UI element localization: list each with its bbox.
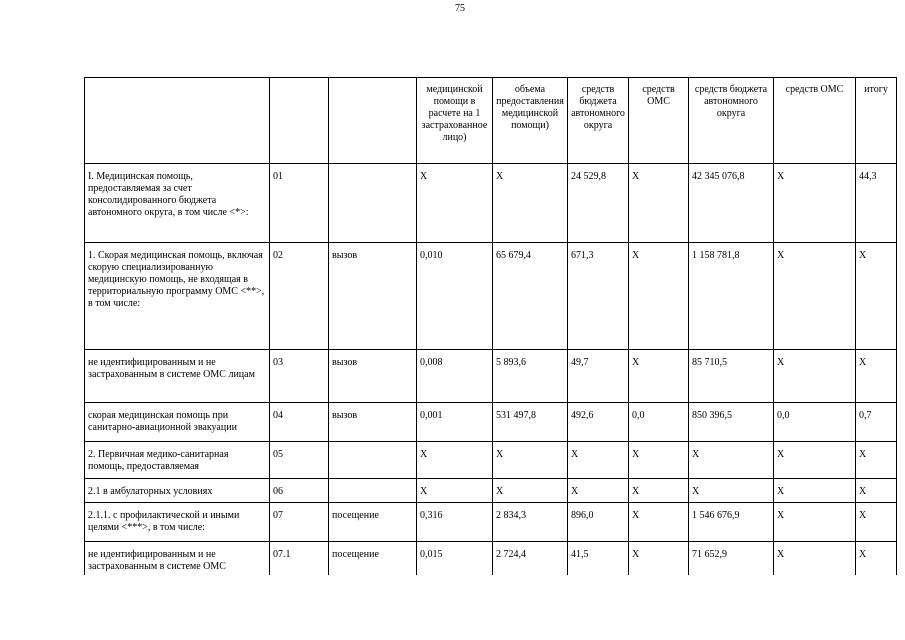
value-cell: 671,3 bbox=[568, 243, 629, 350]
row-number-cell: 06 bbox=[270, 479, 329, 503]
row-number-cell: 07 bbox=[270, 503, 329, 542]
value-cell: X bbox=[493, 479, 568, 503]
value-cell: X bbox=[417, 164, 493, 243]
row-label-cell: 2. Первичная медико-санитарная помощь, предоставляемая bbox=[85, 442, 270, 479]
table-header-row bbox=[85, 78, 897, 164]
unit-cell: вызов bbox=[329, 403, 417, 442]
value-cell: X bbox=[629, 164, 689, 243]
header-cell: средств бюджета автономного округа bbox=[689, 78, 774, 164]
value-cell: X bbox=[856, 542, 897, 576]
value-cell: 24 529,8 bbox=[568, 164, 629, 243]
row-number-cell: 02 bbox=[270, 243, 329, 350]
value-cell: X bbox=[568, 442, 629, 479]
value-cell: 85 710,5 bbox=[689, 350, 774, 403]
value-cell: 0,7 bbox=[856, 403, 897, 442]
value-cell: 65 679,4 bbox=[493, 243, 568, 350]
value-cell: 850 396,5 bbox=[689, 403, 774, 442]
value-cell: 0,001 bbox=[417, 403, 493, 442]
value-cell: 0,008 bbox=[417, 350, 493, 403]
header-cell: итогу bbox=[856, 78, 897, 164]
value-cell: 0,0 bbox=[629, 403, 689, 442]
header-cell: средств бюджета автономного округа bbox=[568, 78, 629, 164]
unit-cell bbox=[329, 479, 417, 503]
value-cell: X bbox=[493, 442, 568, 479]
table-row bbox=[85, 503, 897, 542]
value-cell: X bbox=[856, 442, 897, 479]
allocation-table bbox=[84, 77, 897, 575]
row-label-cell: скорая медицинская помощь при санитарно-авиационной эвакуации bbox=[85, 403, 270, 442]
value-cell: 41,5 bbox=[568, 542, 629, 576]
table-row bbox=[85, 164, 897, 243]
value-cell: X bbox=[774, 542, 856, 576]
table-row bbox=[85, 350, 897, 403]
table-row bbox=[85, 403, 897, 442]
row-number-cell: 05 bbox=[270, 442, 329, 479]
value-cell: X bbox=[629, 479, 689, 503]
table-row bbox=[85, 243, 897, 350]
table-row bbox=[85, 442, 897, 479]
header-cell bbox=[85, 78, 270, 164]
value-cell: X bbox=[629, 542, 689, 576]
row-label-cell: не идентифицированным и не застрахованным в системе ОМС лицам bbox=[85, 350, 270, 403]
row-label-cell: 2.1 в амбулаторных условиях bbox=[85, 479, 270, 503]
value-cell: X bbox=[774, 243, 856, 350]
value-cell: X bbox=[629, 243, 689, 350]
value-cell: X bbox=[493, 164, 568, 243]
value-cell: 531 497,8 bbox=[493, 403, 568, 442]
unit-cell: посещение bbox=[329, 503, 417, 542]
value-cell: X bbox=[856, 479, 897, 503]
row-label-text: не идентифицированным и не застрахованным в системе ОМС bbox=[88, 549, 226, 571]
value-cell: 49,7 bbox=[568, 350, 629, 403]
value-cell: X bbox=[629, 350, 689, 403]
header-cell bbox=[329, 78, 417, 164]
value-cell: X bbox=[417, 479, 493, 503]
value-cell: X bbox=[774, 479, 856, 503]
value-cell: X bbox=[774, 503, 856, 542]
unit-cell: вызов bbox=[329, 243, 417, 350]
value-cell: X bbox=[774, 164, 856, 243]
row-label-cell: 2.1.1. с профилактической и иными целями <***>, в том числе: bbox=[85, 503, 270, 542]
value-cell: X bbox=[417, 442, 493, 479]
value-cell: X bbox=[629, 442, 689, 479]
header-cell: средств ОМС bbox=[774, 78, 856, 164]
row-label-cell: I. Медицинская помощь, предоставляемая за счет консолидированного бюджета автономного округа, в том числе <*>: bbox=[85, 164, 270, 243]
value-cell: 492,6 bbox=[568, 403, 629, 442]
value-cell: 0,316 bbox=[417, 503, 493, 542]
row-number-cell: 01 bbox=[270, 164, 329, 243]
header-cell: средств ОМС bbox=[629, 78, 689, 164]
unit-cell bbox=[329, 442, 417, 479]
value-cell: 44,3 bbox=[856, 164, 897, 243]
header-cell: объема предоставления медицинской помощи) bbox=[493, 78, 568, 164]
row-label-cell bbox=[85, 542, 270, 576]
value-cell: 2 834,3 bbox=[493, 503, 568, 542]
row-number-cell: 04 bbox=[270, 403, 329, 442]
value-cell: X bbox=[689, 479, 774, 503]
value-cell: X bbox=[629, 503, 689, 542]
value-cell: 0,010 bbox=[417, 243, 493, 350]
header-cell bbox=[270, 78, 329, 164]
row-number-cell: 03 bbox=[270, 350, 329, 403]
value-cell: 1 546 676,9 bbox=[689, 503, 774, 542]
value-cell: X bbox=[856, 503, 897, 542]
table-row bbox=[85, 542, 897, 576]
value-cell: 2 724,4 bbox=[493, 542, 568, 576]
value-cell: 896,0 bbox=[568, 503, 629, 542]
page-number: 75 bbox=[455, 3, 465, 14]
value-cell: 0,0 bbox=[774, 403, 856, 442]
value-cell: X bbox=[856, 243, 897, 350]
value-cell: 0,015 bbox=[417, 542, 493, 576]
value-cell: X bbox=[774, 442, 856, 479]
value-cell: 1 158 781,8 bbox=[689, 243, 774, 350]
row-label-cell: 1. Скорая медицинская помощь, включая скорую специализированную медицинскую помощь, не входящая в территориальную программу ОМС <**>, в том числе: bbox=[85, 243, 270, 350]
table-row bbox=[85, 479, 897, 503]
row-number-cell: 07.1 bbox=[270, 542, 329, 576]
value-cell: X bbox=[774, 350, 856, 403]
unit-cell: посещение bbox=[329, 542, 417, 576]
value-cell: X bbox=[856, 350, 897, 403]
unit-cell: вызов bbox=[329, 350, 417, 403]
header-cell: медицинской помощи в расчете на 1 застрахованное лицо) bbox=[417, 78, 493, 164]
value-cell: X bbox=[568, 479, 629, 503]
unit-cell bbox=[329, 164, 417, 243]
value-cell: 71 652,9 bbox=[689, 542, 774, 576]
value-cell: 5 893,6 bbox=[493, 350, 568, 403]
value-cell: X bbox=[689, 442, 774, 479]
value-cell: 42 345 076,8 bbox=[689, 164, 774, 243]
